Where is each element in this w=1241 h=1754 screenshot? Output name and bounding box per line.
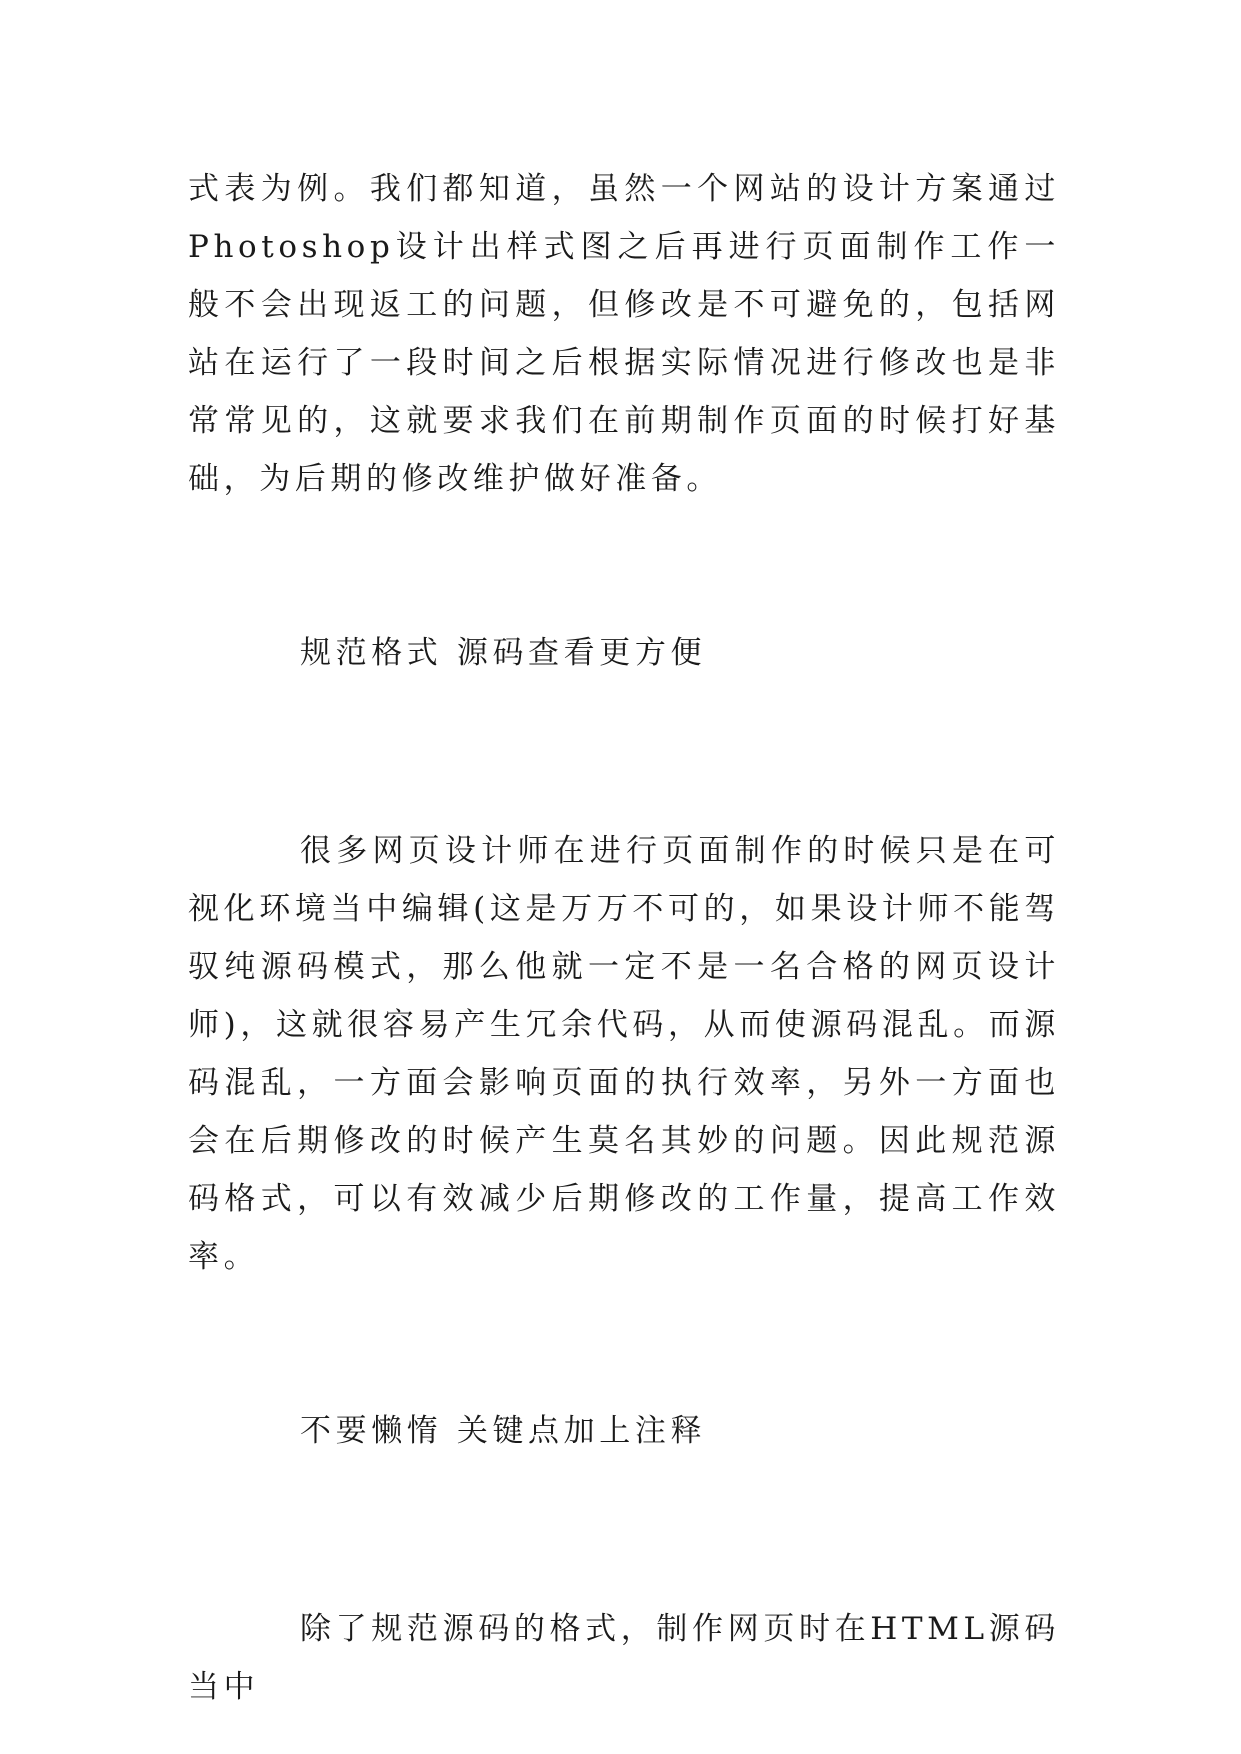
spacer (188, 682, 1060, 822)
paragraph-source-format: 很多网页设计师在进行页面制作的时候只是在可视化环境当中编辑(这是万万不可的，如果设计师不能驾驭纯源码模式，那么他就一定不是一名合格的网页设计师)，这就很容易产生冗余代码，从而使源码混乱。而源码混乱，一方面会影响页面的执行效率，另外一方面也会在后期修改的时候产生莫名其妙的问题。因此规范源码格式，可以有效减少后期修改的工作量，提高工作效率。 (188, 833, 1060, 1275)
spacer (188, 1286, 1060, 1402)
paragraph-comments: 除了规范源码的格式，制作网页时在HTML源码当中 (188, 1611, 1060, 1705)
document-page (188, 160, 1060, 1716)
spacer (188, 508, 1060, 624)
paragraph-intro: 式表为例。我们都知道，虽然一个网站的设计方案通过Photoshop设计出样式图之后再进行页面制作工作一般不会出现返工的问题，但修改是不可避免的，包括网站在运行了一段时间之后根据实际情况进行修改也是非常常见的，这就要求我们在前期制作页面的时候打好基础，为后期的修改维护做好准备。 (188, 171, 1060, 497)
section-heading-comments: 不要懒惰 关键点加上注释 (300, 1413, 707, 1449)
spacer (188, 1460, 1060, 1600)
section-heading-format: 规范格式 源码查看更方便 (300, 635, 707, 671)
